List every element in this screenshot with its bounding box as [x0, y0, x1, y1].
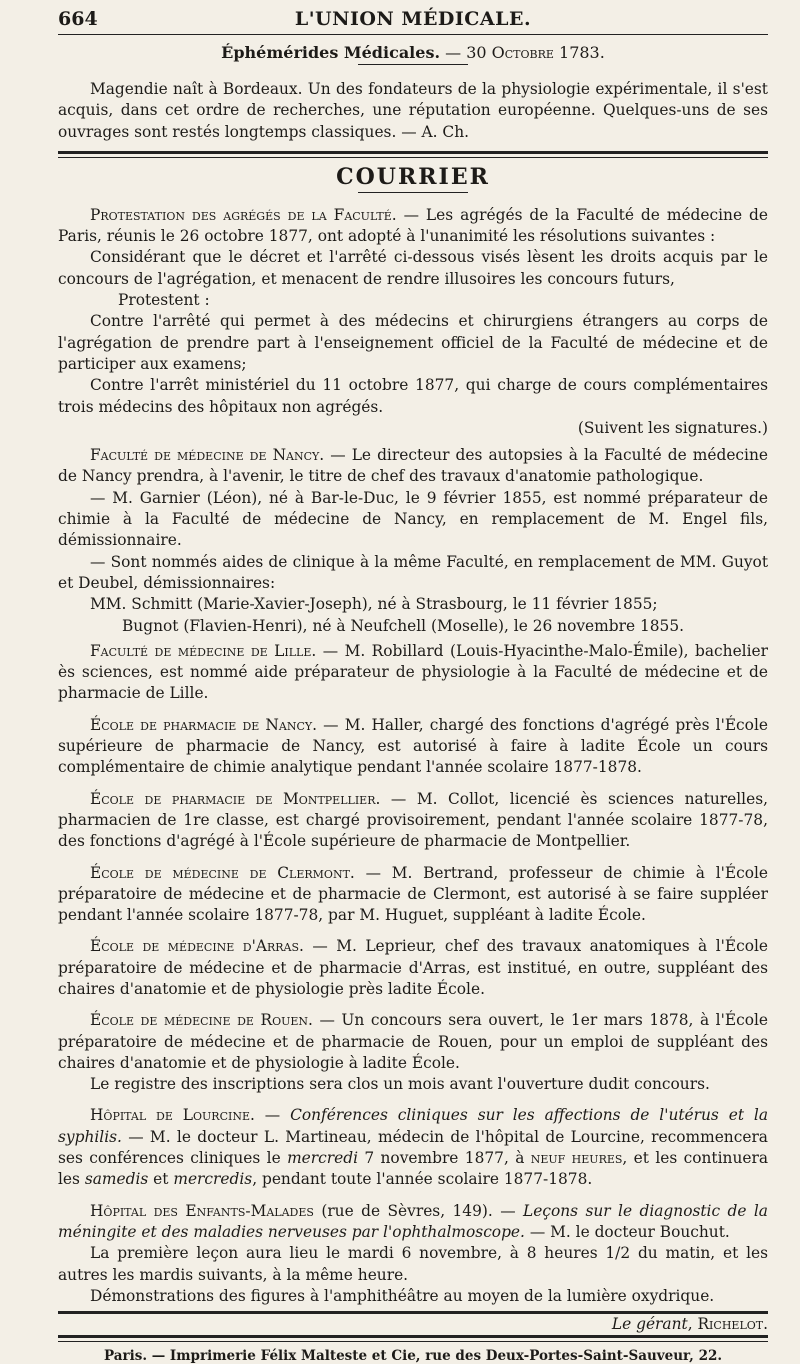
header-rule: [58, 34, 768, 35]
lille-text: — M. Robillard (Louis-Hyacinthe-Malo-Émile), bachelier ès sciences, est nommé aide préparateur de physiologie à la Faculté de médecine et de pharmacie de Lille.: [58, 641, 768, 703]
lille-heading: Faculté de médecine de Lille.: [90, 641, 317, 660]
nancy-heading: Faculté de médecine de Nancy.: [90, 446, 325, 465]
section-rule: [58, 151, 768, 158]
pharm-nancy-paragraph: [58, 715, 768, 779]
nancy-paragraph: [58, 445, 768, 488]
arras-text: — M. Leprieur, chef des travaux anatomiques à l'École préparatoire de médecine et de pharmacie d'Arras, est institué, en outre, suppléant des chaires d'anatomie et de physiologie près ladite École.: [58, 937, 768, 998]
protestation-contre-2: Contre l'arrêt ministériel du 11 octobre 1877, qui charge de cours complémentaires trois médecins des hôpitaux non agrégés.: [58, 376, 768, 416]
protestation-contre-1: Contre l'arrêté qui permet à des médecins et chirurgiens étrangers au corps de l'agrégation de prendre part à l'enseignement officiel de la Faculté de médecine et de participer aux examens;: [58, 312, 768, 373]
clermont-text: — M. Bertrand, professeur de chimie à l'École préparatoire de médecine et de pharmacie de Clermont, est autorisé à se faire suppléer pendant l'année scolaire 1877-78, par M. Huguet, suppléant à ladite École.: [58, 863, 768, 925]
protestation-heading: Protestation des agrégés de la Faculté.: [90, 205, 397, 224]
running-head: [58, 0, 768, 34]
protestation-paragraph: [58, 205, 768, 248]
enfants-heading: Hôpital des Enfants-Malades: [90, 1201, 314, 1220]
lourcine-text-e: , pendant toute l'année scolaire 1877-1878.: [252, 1170, 593, 1189]
enfants-paragraph: [58, 1201, 768, 1244]
ephemerides-label: Éphémérides Médicales.: [221, 43, 441, 62]
rouen-heading: École de médecine de Rouen.: [90, 1011, 313, 1030]
ephemerides-text: Magendie naît à Bordeaux. Un des fondateurs de la physiologie expérimentale, il s'est acquis, dans cet ordre de recherches, une réputation européenne. Quelques-uns de ses ouvrages sont restés longtemps classiques. — A. Ch.: [58, 80, 768, 141]
nancy-text-3: — Sont nommés aides de clinique à la même Faculté, en remplacement de MM. Guyot et Deubel, démissionnaires:: [58, 552, 768, 592]
enfants-text: — M. le docteur Bouchut.: [524, 1222, 730, 1241]
lourcine-paragraph: [58, 1105, 768, 1190]
enfants-subject: Leçons sur le diagnostic de la méningite et des maladies nerveuses par l'ophthalmoscope.: [58, 1201, 768, 1241]
nancy-item-2: Bugnot (Flavien-Henri), né à Neufchell (Moselle), le 26 novembre 1855.: [122, 616, 685, 635]
nancy-text-1: — Le directeur des autopsies à la Faculté de médecine de Nancy prendra, à l'avenir, le titre de chef des travaux d'anatomie pathologique.: [58, 446, 768, 486]
lourcine-subject: Conférences cliniques sur les affections de l'utérus et la syphilis.: [58, 1106, 768, 1146]
pharm-nancy-heading: École de pharmacie de Nancy.: [90, 715, 318, 734]
pharm-montpellier-heading: École de pharmacie de Montpellier.: [90, 789, 381, 808]
enfants-text-3: Démonstrations des figures à l'amphithéâtre au moyen de la lumière oxydrique.: [90, 1286, 715, 1305]
protestation-protestent: Protestent :: [118, 291, 210, 310]
clermont-paragraph: [58, 863, 768, 927]
protestation-intro: — Les agrégés de la Faculté de médecine de Paris, réunis le 26 octobre 1877, ont adopté à l'unanimité les résolutions suivantes :: [58, 205, 768, 246]
pharm-montpellier-text: — M. Collot, licencié ès sciences naturelles, pharmacien de 1re classe, est chargé provisoirement, pendant l'année scolaire 1877-78, des fonctions d'agrégé à l'École supérieure de pharmacie de Montpellier.: [58, 789, 769, 851]
rouen-paragraph: [58, 1010, 768, 1074]
lourcine-text-c: , et les continuera les: [58, 1149, 768, 1189]
lille-paragraph: [58, 641, 768, 705]
pharm-nancy-text: — M. Haller, chargé des fonctions d'agrégé près l'École supérieure de pharmacie de Nancy, est autorisé à faire à ladite École un cours complémentaire de chimie analytique pendant l'année scolaire 1877-1878.: [58, 715, 768, 777]
pharm-montpellier-paragraph: [58, 789, 768, 853]
rouen-text-2: Le registre des inscriptions sera clos un mois avant l'ouverture dudit concours.: [90, 1075, 710, 1094]
journal-title: L'UNION MÉDICALE.: [294, 8, 532, 30]
arras-heading: École de médecine d'Arras.: [90, 937, 304, 956]
nancy-item-1: MM. Schmitt (Marie-Xavier-Joseph), né à Strasbourg, le 11 février 1855;: [90, 595, 658, 614]
arras-paragraph: [58, 936, 768, 1000]
lourcine-text-b: 7 novembre 1877, à: [358, 1149, 531, 1168]
imprint-rule: [58, 1335, 768, 1342]
signature-name: , Richelot.: [687, 1315, 768, 1334]
protestation-considerant: Considérant que le décret et l'arrêté ci-dessous visés lèsent les droits acquis par le concours de l'agrégation, et menacent de rendre illusoires les concours futurs,: [58, 248, 768, 288]
lourcine-text-a: — M. le docteur L. Martineau, médecin de l'hôpital de Lourcine, recommencera ses conférences cliniques le: [58, 1127, 768, 1168]
ephemerides-title: [58, 43, 768, 62]
protestation-signatures: (Suivent les signatures.): [577, 418, 768, 437]
lourcine-hour: neuf heures: [530, 1149, 623, 1168]
signature: [58, 1314, 768, 1335]
ephemerides-date: — 30 Octobre 1783.: [445, 43, 605, 62]
clermont-heading: École de médecine de Clermont.: [90, 863, 355, 882]
enfants-text-2: La première leçon aura lieu le mardi 6 novembre, à 8 heures 1/2 du matin, et les autres les mardis suivants, à la même heure.: [58, 1244, 768, 1284]
nancy-text-2: — M. Garnier (Léon), né à Bar-le-Duc, le 9 février 1855, est nommé préparateur de chimie à la Faculté de médecine de Nancy, en remplacement de M. Engel fils, démissionnaire.: [58, 488, 768, 550]
lourcine-day: mercredi: [287, 1149, 358, 1168]
imprint: Paris. — Imprimerie Félix Malteste et Cie, rue des Deux-Portes-Saint-Sauveur, 22.: [103, 1348, 723, 1364]
lourcine-days-2: samedis: [84, 1170, 149, 1189]
rouen-text: — Un concours sera ouvert, le 1er mars 1878, à l'École préparatoire de médecine et de pharmacie de Rouen, pour un emploi de suppléant des chaires d'anatomie et de physiologie à ladite École.: [58, 1011, 768, 1072]
lourcine-heading: Hôpital de Lourcine.: [90, 1106, 255, 1125]
page-number: 664: [58, 8, 98, 30]
section-title: COURRIER: [336, 163, 490, 190]
lourcine-dash: —: [254, 1106, 291, 1125]
lourcine-days-3: mercredis: [173, 1170, 253, 1189]
signature-label: Le gérant: [611, 1315, 688, 1334]
lourcine-text-d: et: [148, 1170, 174, 1189]
enfants-place: (rue de Sèvres, 149). —: [313, 1201, 524, 1220]
